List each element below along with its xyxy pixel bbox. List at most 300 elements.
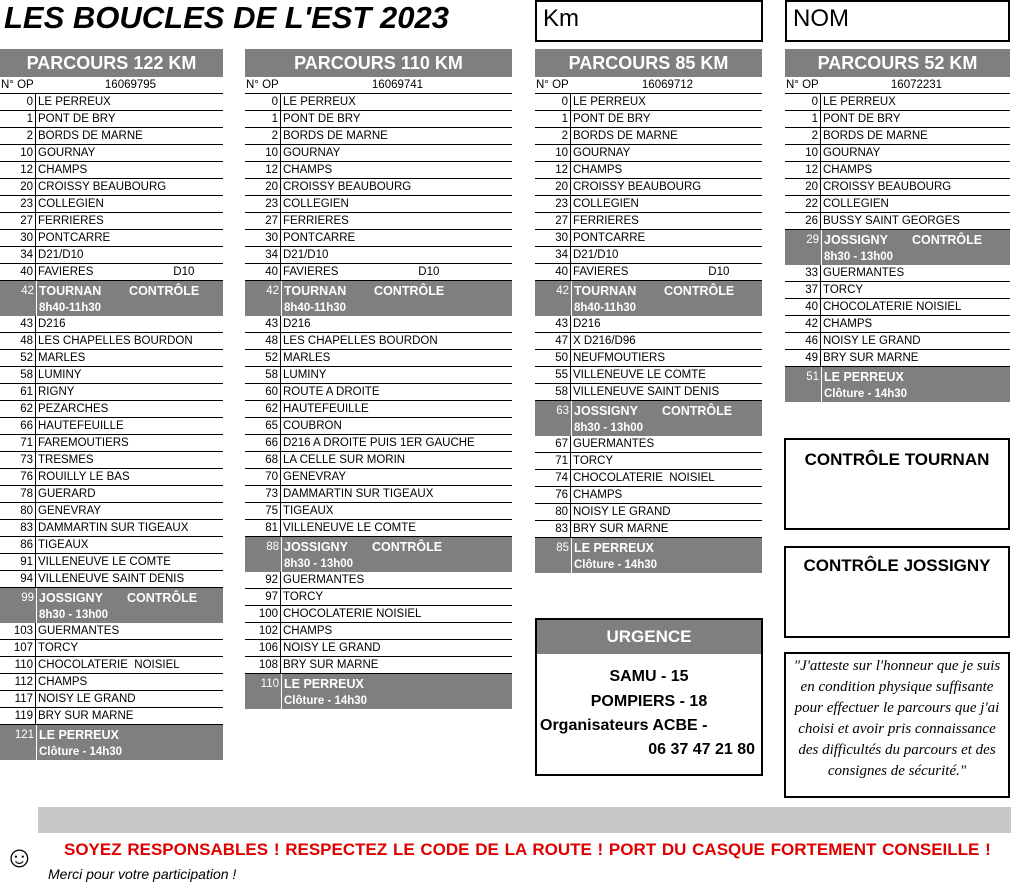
op-number: 16069795 (104, 79, 157, 91)
checkpoint-divider (821, 230, 822, 265)
route-step-row (0, 640, 223, 657)
checkpoint-name: LE PERREUX (284, 677, 364, 691)
route-step-km: 78 (0, 486, 36, 502)
thanks-message: Merci pour votre participation ! (48, 866, 237, 882)
route-step-name: BORDS DE MARNE (38, 130, 143, 142)
route-step-row (245, 94, 512, 111)
route-step-name: PONTCARRE (283, 232, 356, 244)
safety-warning: SOYEZ RESPONSABLES ! RESPECTEZ LE CODE DE LA ROUTE ! PORT DU CASQUE FORTEMENT CONSEILLE ! (64, 840, 991, 859)
route-step-row (785, 213, 1010, 230)
checkpoint-km: 63 (556, 405, 569, 417)
route-step-name: COLLEGIEN (823, 198, 889, 210)
route-step-name: CHOCOLATERIE NOISIEL (823, 301, 962, 313)
route-step-row (0, 111, 223, 128)
route-step-km: 0 (785, 94, 821, 110)
route-step-name: COUBRON (283, 420, 342, 432)
op-label: N° OP (536, 79, 569, 91)
route-step-km: 26 (785, 213, 821, 229)
route-step-km: 83 (0, 520, 36, 536)
op-number-row (785, 77, 1010, 94)
route-step-row (245, 640, 512, 657)
route-step-km: 12 (785, 162, 821, 178)
route-step-name: LA CELLE SUR MORIN (283, 454, 406, 466)
checkpoint-km: 29 (806, 234, 819, 246)
km-field[interactable]: Km (535, 0, 763, 42)
route-step-km: 27 (0, 213, 36, 229)
route-step-row (0, 418, 223, 435)
route-heading: PARCOURS 52 KM (785, 49, 1010, 77)
route-step-row (535, 196, 762, 213)
checkpoint-name: LE PERREUX (39, 728, 119, 742)
checkpoint-km: 99 (21, 592, 34, 604)
checkpoint-row (535, 538, 762, 573)
op-label: N° OP (246, 79, 279, 91)
controle-jossigny-label: CONTRÔLE JOSSIGNY (803, 556, 991, 575)
route-step-km: 12 (245, 162, 281, 178)
checkpoint-name: LE PERREUX (824, 370, 904, 384)
route-step-name: GUERARD (38, 488, 96, 500)
checkpoint-row (0, 588, 223, 623)
route-step-km: 23 (535, 196, 571, 212)
route-step-km: 30 (245, 230, 281, 246)
route-step-row (245, 247, 512, 264)
checkpoint-name: TOURNAN CONTRÔLE (574, 284, 735, 298)
route-step-row (535, 111, 762, 128)
route-step-row (245, 452, 512, 469)
route-step-row (785, 299, 1010, 316)
route-step-row (0, 94, 223, 111)
route-step-km: 74 (535, 470, 571, 486)
route-step-name: COLLEGIEN (573, 198, 639, 210)
route-step-km: 43 (0, 316, 36, 332)
route-step-name: VILLENEUVE LE COMTE (573, 369, 706, 381)
route-step-name: GUERMANTES (823, 267, 905, 279)
route-step-km: 71 (535, 453, 571, 469)
route-step-name: COLLEGIEN (38, 198, 104, 210)
route-step-km: 66 (245, 435, 281, 451)
checkpoint-divider (281, 281, 282, 316)
route-step-row (245, 589, 512, 606)
op-number: 16069712 (641, 79, 694, 91)
route-step-km: 119 (0, 708, 36, 724)
route-step-km: 60 (245, 384, 281, 400)
route-step-row (535, 128, 762, 145)
route-step-km: 37 (785, 282, 821, 298)
smiley-icon: ☺ (4, 841, 35, 874)
route-heading: PARCOURS 85 KM (535, 49, 762, 77)
route-step-row (245, 179, 512, 196)
route-step-km: 1 (0, 111, 36, 127)
checkpoint-hours: 8h30 - 13h00 (574, 422, 644, 434)
route-step-row (0, 623, 223, 640)
route-step-km: 71 (0, 435, 36, 451)
route-step-row (535, 162, 762, 179)
route-step-row (0, 384, 223, 401)
route-step-km: 20 (785, 179, 821, 195)
route-step-name: GUERMANTES (38, 625, 120, 637)
route-step-name: LE PERREUX (283, 96, 356, 108)
route-step-name: BRY SUR MARNE (823, 352, 919, 364)
route-step-km: 30 (535, 230, 571, 246)
route-step-name: TORCY (823, 284, 864, 296)
route-step-row (535, 453, 762, 470)
route-step-name: BRY SUR MARNE (283, 659, 379, 671)
route-step-km: 12 (535, 162, 571, 178)
checkpoint-divider (281, 537, 282, 572)
route-step-name: CHAMPS (573, 489, 623, 501)
route-step-row (245, 333, 512, 350)
attestation-line: "J'atteste sur l'honneur que je suis (793, 658, 1001, 674)
route-step-km: 12 (0, 162, 36, 178)
route-heading: PARCOURS 122 KM (0, 49, 223, 77)
route-step-name: VILLENEUVE LE COMTE (283, 522, 416, 534)
route-step-km: 61 (0, 384, 36, 400)
organisateurs-phone: 06 37 47 21 80 (648, 741, 755, 758)
route-step-name: CHAMPS (283, 625, 333, 637)
route-step-row (0, 213, 223, 230)
route-step-km: 49 (785, 350, 821, 366)
route-step-row (0, 571, 223, 588)
route-step-name: D21/D10 (573, 249, 619, 261)
route-step-km: 42 (785, 316, 821, 332)
route-step-name: D21/D10 (38, 249, 84, 261)
checkpoint-hours: 8h30 - 13h00 (39, 609, 109, 621)
route-step-km: 27 (535, 213, 571, 229)
route-step-km: 62 (0, 401, 36, 417)
controle-tournan-box (784, 438, 1010, 530)
route-122km (0, 49, 223, 760)
route-step-row (535, 230, 762, 247)
route-step-row (0, 469, 223, 486)
route-step-name: TORCY (38, 642, 79, 654)
route-step-row (245, 162, 512, 179)
controle-jossigny-box (784, 546, 1010, 638)
route-step-name: ROUILLY LE BAS (38, 471, 130, 483)
route-step-row (0, 230, 223, 247)
checkpoint-km: 88 (266, 541, 279, 553)
route-step-row (245, 572, 512, 589)
route-step-name: FAREMOUTIERS (38, 437, 129, 449)
route-step-name: TIGEAUX (38, 539, 89, 551)
attestation-line: consignes de sécurité." (827, 763, 967, 779)
route-step-name: FERRIERES (283, 215, 349, 227)
attestation-line: des difficultés du parcours et des (798, 742, 996, 758)
route-step-name: HAUTEFEUILLE (38, 420, 124, 432)
op-number: 16072231 (890, 79, 943, 91)
route-step-name: NOISY LE GRAND (573, 506, 671, 518)
route-step-name: CHAMPS (823, 318, 873, 330)
route-step-name: BORDS DE MARNE (283, 130, 388, 142)
route-step-name: NOISY LE GRAND (38, 693, 136, 705)
route-step-km: 2 (245, 128, 281, 144)
route-step-km: 65 (245, 418, 281, 434)
route-step-km: 27 (245, 213, 281, 229)
op-label: N° OP (1, 79, 34, 91)
checkpoint-hours: 8h40-11h30 (574, 302, 637, 314)
route-step-km: 20 (245, 179, 281, 195)
route-step-row (0, 435, 223, 452)
checkpoint-km: 110 (260, 678, 279, 690)
route-step-km: 40 (535, 264, 571, 280)
route-step-row (535, 504, 762, 521)
route-step-name: TORCY (283, 591, 324, 603)
route-step-km: 117 (0, 691, 36, 707)
route-step-row (245, 418, 512, 435)
route-step-km: 91 (0, 554, 36, 570)
route-step-km: 0 (535, 94, 571, 110)
route-step-km: 2 (535, 128, 571, 144)
route-step-row (535, 145, 762, 162)
route-step-row (245, 401, 512, 418)
route-step-km: 76 (535, 487, 571, 503)
attestation-box (784, 652, 1010, 798)
route-step-row (535, 521, 762, 538)
route-step-km: 112 (0, 674, 36, 690)
route-step-name: CROISSY BEAUBOURG (573, 181, 702, 193)
route-step-name: D216 A DROITE PUIS 1ER GAUCHE (283, 437, 475, 449)
route-step-row (785, 316, 1010, 333)
route-step-km: 102 (245, 623, 281, 639)
route-step-row (535, 213, 762, 230)
checkpoint-divider (36, 588, 37, 623)
checkpoint-hours: Clôture - 14h30 (824, 388, 908, 400)
route-step-km: 40 (0, 264, 36, 280)
route-step-row (785, 162, 1010, 179)
route-step-row (535, 384, 762, 401)
checkpoint-hours: 8h40-11h30 (284, 302, 347, 314)
checkpoint-row (535, 401, 762, 436)
route-step-row (0, 333, 223, 350)
op-number-row (245, 77, 512, 94)
route-step-km: 20 (0, 179, 36, 195)
route-step-row (535, 247, 762, 264)
route-step-row (0, 520, 223, 537)
route-step-name: GENEVRAY (38, 505, 102, 517)
route-step-name: CHAMPS (283, 164, 333, 176)
route-step-row (0, 162, 223, 179)
route-step-km: 110 (0, 657, 36, 673)
route-85km (535, 49, 762, 573)
route-step-name: FERRIERES (573, 215, 639, 227)
route-step-name: PEZARCHES (38, 403, 109, 415)
route-step-km: 1 (785, 111, 821, 127)
route-step-name: GOURNAY (823, 147, 881, 159)
route-step-name: GOURNAY (38, 147, 96, 159)
op-number: 16069741 (371, 79, 424, 91)
route-step-km: 83 (535, 521, 571, 537)
route-step-km: 23 (0, 196, 36, 212)
route-step-row (0, 401, 223, 418)
route-step-row (0, 708, 223, 725)
checkpoint-divider (36, 725, 37, 760)
op-number-row (0, 77, 223, 94)
route-step-km: 108 (245, 657, 281, 673)
route-step-name: LUMINY (38, 369, 82, 381)
route-step-km: 23 (245, 196, 281, 212)
route-step-row (785, 350, 1010, 367)
route-step-name: LE PERREUX (38, 96, 111, 108)
route-step-row (245, 350, 512, 367)
route-step-km: 2 (0, 128, 36, 144)
route-step-row (0, 657, 223, 674)
route-step-row (785, 282, 1010, 299)
route-52km (785, 49, 1010, 402)
checkpoint-name: JOSSIGNY CONTRÔLE (574, 404, 733, 418)
route-step-name: GUERMANTES (283, 574, 365, 586)
route-step-name: VILLENEUVE LE COMTE (38, 556, 171, 568)
route-step-row (245, 520, 512, 537)
route-step-name: TRESMES (38, 454, 94, 466)
attestation-line: pour effectuer le parcours que j'ai (794, 700, 1000, 716)
route-step-name: BUSSY SAINT GEORGES (823, 215, 960, 227)
route-step-row (785, 333, 1010, 350)
route-step-row (535, 333, 762, 350)
route-step-name: X D216/D96 (573, 335, 636, 347)
route-step-row (0, 554, 223, 571)
route-step-row (245, 111, 512, 128)
checkpoint-hours: Clôture - 14h30 (284, 695, 368, 707)
route-step-name: GOURNAY (573, 147, 631, 159)
route-step-row (0, 264, 223, 281)
checkpoint-km: 51 (806, 371, 819, 383)
route-step-row (0, 691, 223, 708)
route-step-km: 52 (245, 350, 281, 366)
route-step-km: 10 (785, 145, 821, 161)
route-step-name: TIGEAUX (283, 505, 334, 517)
route-step-name: NOISY LE GRAND (283, 642, 381, 654)
route-step-name: LE PERREUX (573, 96, 646, 108)
route-step-row (535, 179, 762, 196)
attestation-line: choisi et avoir pris connaissance (798, 721, 996, 737)
checkpoint-km: 42 (266, 285, 279, 297)
route-step-row (245, 486, 512, 503)
checkpoint-hours: Clôture - 14h30 (39, 746, 123, 758)
route-step-row (0, 247, 223, 264)
route-step-name: ROUTE A DROITE (283, 386, 380, 398)
route-step-name: PONTCARRE (573, 232, 646, 244)
route-step-name: BORDS DE MARNE (573, 130, 678, 142)
checkpoint-name: LE PERREUX (574, 541, 654, 555)
route-step-name: GOURNAY (283, 147, 341, 159)
route-step-km: 94 (0, 571, 36, 587)
route-step-row (245, 128, 512, 145)
nom-field[interactable]: NOM (785, 0, 1010, 42)
route-step-row (785, 145, 1010, 162)
route-step-name: CHAMPS (823, 164, 873, 176)
route-step-name: PONT DE BRY (823, 113, 901, 125)
route-step-name: D216 (38, 318, 66, 330)
checkpoint-hours: 8h30 - 13h00 (284, 558, 354, 570)
route-step-name: BRY SUR MARNE (573, 523, 669, 535)
route-step-km: 46 (785, 333, 821, 349)
route-step-row (785, 128, 1010, 145)
route-step-km: 50 (535, 350, 571, 366)
route-step-row (0, 486, 223, 503)
route-step-name: D21/D10 (283, 249, 329, 261)
route-step-row (0, 179, 223, 196)
route-step-row (535, 487, 762, 504)
route-step-row (0, 350, 223, 367)
route-step-km: 73 (0, 452, 36, 468)
route-step-km: 52 (0, 350, 36, 366)
route-step-row (0, 145, 223, 162)
route-step-name: MARLES (283, 352, 331, 364)
route-step-km: 48 (0, 333, 36, 349)
route-step-km: 10 (535, 145, 571, 161)
route-step-name: D216 (573, 318, 601, 330)
route-step-km: 43 (245, 316, 281, 332)
route-step-km: 1 (535, 111, 571, 127)
route-step-km: 22 (785, 196, 821, 212)
route-step-km: 40 (245, 264, 281, 280)
route-step-km: 40 (785, 299, 821, 315)
checkpoint-divider (36, 281, 37, 316)
route-step-km: 43 (535, 316, 571, 332)
controle-tournan-label: CONTRÔLE TOURNAN (804, 450, 990, 469)
route-step-row (0, 196, 223, 213)
checkpoint-name: TOURNAN CONTRÔLE (39, 284, 200, 298)
checkpoint-name: JOSSIGNY CONTRÔLE (39, 591, 198, 605)
pompiers-number: POMPIERS - 18 (590, 693, 708, 710)
checkpoint-hours: 8h40-11h30 (39, 302, 102, 314)
route-step-row (535, 264, 762, 281)
route-step-name: CHOCOLATERIE NOISIEL (283, 608, 422, 620)
route-step-name: BORDS DE MARNE (823, 130, 928, 142)
route-step-km: 103 (0, 623, 36, 639)
route-step-row (535, 470, 762, 487)
route-step-km: 97 (245, 589, 281, 605)
route-step-km: 106 (245, 640, 281, 656)
checkpoint-divider (571, 281, 572, 316)
route-step-row (245, 196, 512, 213)
route-step-km: 68 (245, 452, 281, 468)
route-step-row (245, 384, 512, 401)
route-step-km: 34 (535, 247, 571, 263)
route-step-km: 81 (245, 520, 281, 536)
route-step-km: 76 (0, 469, 36, 485)
checkpoint-km: 42 (21, 285, 34, 297)
route-step-row (0, 128, 223, 145)
checkpoint-name: TOURNAN CONTRÔLE (284, 284, 445, 298)
checkpoint-row (535, 281, 762, 316)
route-step-name: FERRIERES (38, 215, 104, 227)
route-step-name: RIGNY (38, 386, 75, 398)
samu-number: SAMU - 15 (609, 668, 689, 685)
route-step-row (245, 230, 512, 247)
checkpoint-divider (571, 401, 572, 436)
checkpoint-row (245, 281, 512, 316)
footer-bar (38, 807, 1011, 833)
route-step-km: 33 (785, 265, 821, 281)
route-step-name: FAVIERES D10 (38, 266, 195, 278)
route-step-name: PONT DE BRY (283, 113, 361, 125)
route-step-name: GENEVRAY (283, 471, 347, 483)
route-step-row (535, 436, 762, 453)
route-step-name: VILLENEUVE SAINT DENIS (38, 573, 185, 585)
route-step-name: CHOCOLATERIE NOISIEL (573, 472, 715, 484)
route-step-km: 34 (0, 247, 36, 263)
route-step-km: 2 (785, 128, 821, 144)
route-step-km: 1 (245, 111, 281, 127)
route-step-name: NEUFMOUTIERS (573, 352, 665, 364)
route-step-name: VILLENEUVE SAINT DENIS (573, 386, 720, 398)
route-step-name: CROISSY BEAUBOURG (38, 181, 167, 193)
page-title: LES BOUCLES DE L'EST 2023 (4, 0, 449, 35)
route-step-name: CROISSY BEAUBOURG (823, 181, 952, 193)
route-step-km: 92 (245, 572, 281, 588)
route-step-km: 58 (535, 384, 571, 400)
route-step-km: 75 (245, 503, 281, 519)
